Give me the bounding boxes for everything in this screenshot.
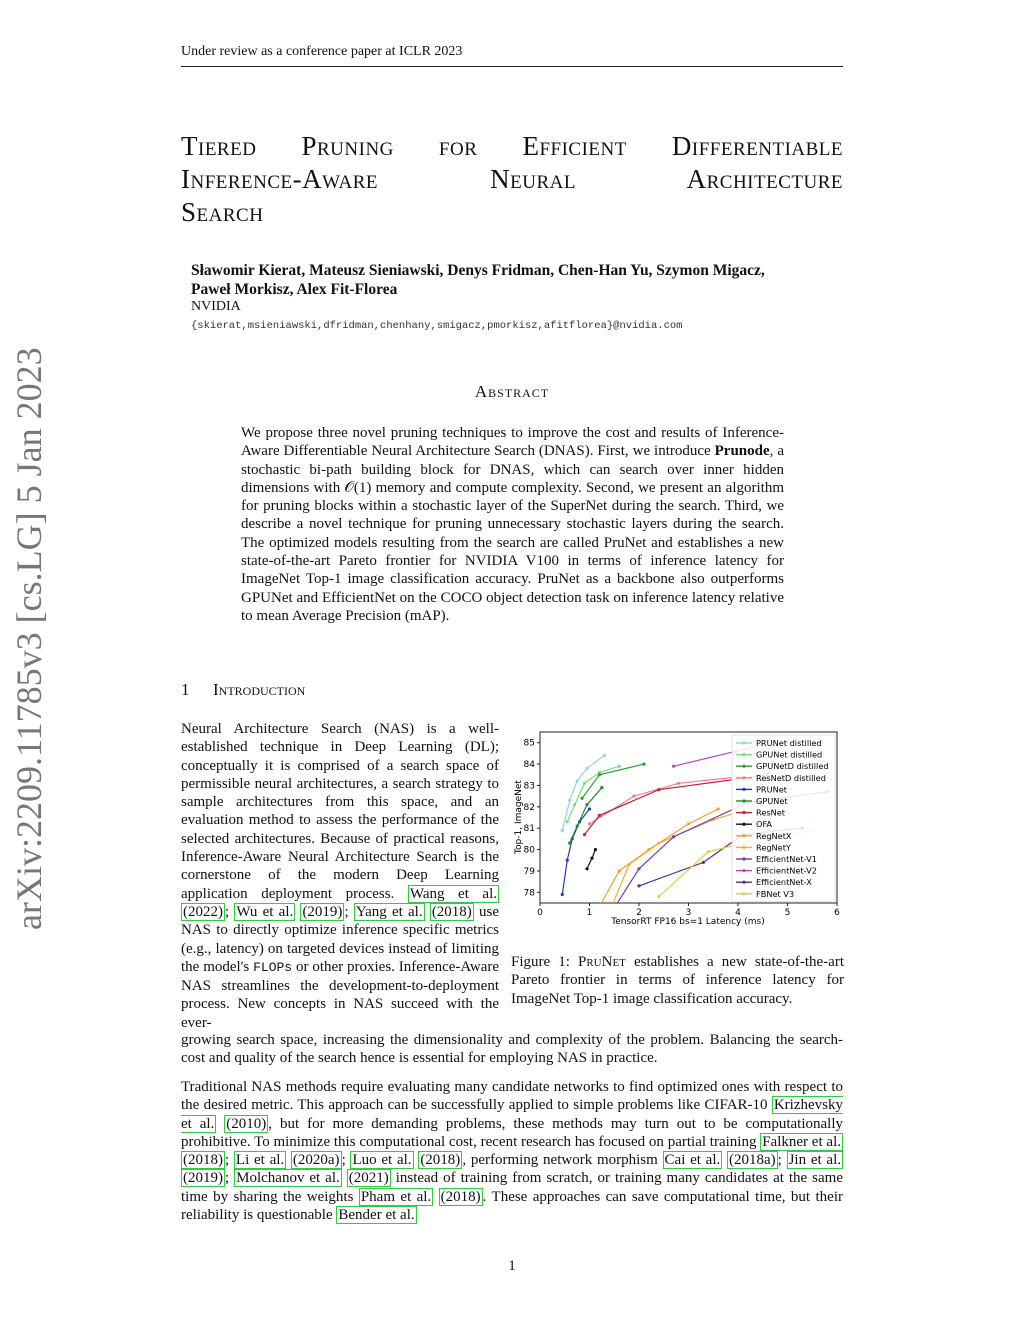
- y-axis-label: Top-1, ImageNet: [514, 780, 524, 854]
- legend-label: ResNet: [756, 807, 785, 818]
- legend-label: GPUNet distilled: [756, 749, 823, 760]
- y-tick-label: 80: [523, 845, 535, 856]
- intro-paragraph-continued: growing search space, increasing the dimensionality and complexity of the problem. Balancing the search-cost and quality of the search hence is essential for employing NAS in practice.: [181, 1032, 843, 1067]
- legend-marker: [742, 753, 745, 756]
- legend-label: RegNetX: [756, 830, 792, 841]
- citation-link[interactable]: (2018): [420, 1152, 461, 1169]
- citation-link[interactable]: Pham et al.: [360, 1188, 432, 1205]
- data-point-gpunet: [568, 842, 571, 845]
- citation-link[interactable]: Falkner et al.: [762, 1133, 841, 1150]
- citation-link[interactable]: Wang et al.: [409, 885, 498, 902]
- abstract-body: We propose three novel pruning techniques to improve the cost and results of Inference-Aware Differentiable Neural Architecture Search (DNAS). First, we introduce Prunode, a stochastic bi-path building block for DNAS, which can search over inner hidden dimensions with 𝒪(1) memory and compute complexity. Second, we present an algorithm for pruning blocks within a stochastic layer of the SuperNet during the search. Third, we describe a novel technique for pruning unnecessary stochastic layers during the search. The optimized models resulting from the search are called PruNet and establishes a new state-of-the-art Pareto frontier for NVIDIA V100 in terms of inference latency for ImageNet Top-1 image classification accuracy. PruNet as a backbone also outperforms GPUNet and EfficientNet on the COCO object detection task on inference latency relative to mean Average Precision (mAP).: [241, 425, 784, 624]
- data-point-efficientnet-v1: [672, 835, 675, 838]
- arxiv-stamp: arXiv:2209.11785v3 [cs.LG] 5 Jan 2023: [9, 347, 49, 930]
- data-point-efficientnet-x: [637, 884, 640, 887]
- data-point-gpunet-distilled: [566, 820, 569, 823]
- y-tick-label: 84: [523, 760, 535, 771]
- legend-marker: [742, 788, 745, 791]
- figure-caption: Figure 1: PruNet establishes a new state-of-the-art Pareto frontier in terms of inference latency for ImageNet Top-1 image classification accuracy.: [511, 954, 844, 1007]
- legend-marker: [742, 881, 745, 884]
- legend-marker: [742, 811, 745, 814]
- legend-label: EfficientNet-X: [756, 877, 812, 888]
- author-list: [191, 261, 851, 299]
- title-line-1: Tiered Pruning for Efficient Differentiable: [181, 131, 843, 161]
- x-tick-label: 0: [537, 908, 543, 918]
- y-tick-label: 79: [523, 866, 535, 877]
- data-point-ofa: [590, 857, 593, 860]
- data-point-gpunetd-distilled: [580, 797, 583, 800]
- data-point-gpunet: [585, 803, 588, 806]
- citation-link[interactable]: Cai et al.: [664, 1152, 721, 1169]
- author-emails: {skierat,msieniawski,dfridman,chenhany,smigacz,pmorkisz,afitflorea}@nvidia.com: [191, 320, 683, 332]
- legend-label: OFA: [756, 819, 773, 830]
- legend-label: ResNetD distilled: [756, 772, 826, 783]
- data-point-prunet-distilled: [603, 754, 606, 757]
- y-tick-label: 82: [523, 802, 535, 813]
- legend-marker: [742, 857, 745, 860]
- citation-link[interactable]: (2020a): [292, 1152, 340, 1169]
- citation-link[interactable]: (2018): [440, 1188, 481, 1205]
- title-line-3: Search: [181, 197, 264, 227]
- legend-label: FBNet V3: [756, 888, 795, 899]
- legend-marker: [742, 869, 745, 872]
- data-point-fbnet-v3: [657, 895, 660, 898]
- data-point-regnetx: [618, 869, 621, 872]
- x-tick-label: 1: [586, 908, 593, 918]
- running-header: Under review as a conference paper at ICLR 2023: [181, 44, 843, 67]
- data-point-gpunetd-distilled: [598, 773, 601, 776]
- data-point-gpunet-distilled: [583, 782, 586, 785]
- data-point-gpunet: [600, 786, 603, 789]
- x-tick-label: 3: [685, 908, 692, 918]
- prunode-term: Prunode: [714, 443, 770, 460]
- data-point-ofa: [594, 848, 597, 851]
- page-number: 1: [508, 1258, 516, 1274]
- citation-link[interactable]: (2018): [431, 903, 472, 920]
- citation-link[interactable]: (2019): [183, 1170, 223, 1187]
- data-point-gpunet-distilled: [573, 803, 576, 806]
- x-tick-label: 2: [636, 908, 642, 918]
- citation-link[interactable]: Wu et al.: [236, 903, 294, 920]
- legend-marker: [742, 765, 745, 768]
- prunet-name: PruNet: [578, 954, 626, 970]
- data-point-resnet: [598, 814, 601, 817]
- x-tick-label: 4: [735, 908, 741, 918]
- legend-label: GPUNetD distilled: [756, 761, 829, 772]
- data-point-regnetx: [588, 923, 591, 926]
- section-heading: [181, 680, 305, 700]
- citation-link[interactable]: Luo et al.: [352, 1152, 412, 1169]
- data-point-regnetx: [687, 822, 690, 825]
- abstract-heading: Abstract: [474, 382, 550, 401]
- y-tick-label: 83: [523, 781, 535, 792]
- legend-label: PRUNet: [756, 784, 787, 795]
- data-point-gpunet-distilled: [618, 765, 621, 768]
- legend-marker: [742, 834, 745, 837]
- data-point-regnety: [657, 842, 660, 845]
- data-point-prunet: [561, 893, 564, 896]
- citation-link[interactable]: (2022): [183, 903, 223, 920]
- citation-link[interactable]: Molchanov et al.: [236, 1170, 340, 1187]
- data-point-resnet: [583, 833, 586, 836]
- citation-link[interactable]: Bender et al.: [338, 1207, 415, 1224]
- legend-label: RegNetY: [756, 842, 791, 853]
- author-line-1: Sławomir Kierat, Mateusz Sieniawski, Denys Fridman, Chen-Han Yu, Szymon Migacz,: [191, 262, 765, 279]
- legend-label: PRUNet distilled: [756, 738, 822, 748]
- x-axis-label: TensorRT FP16 bs=1 Latency (ms): [611, 917, 765, 927]
- data-point-efficientnet-x: [702, 861, 705, 864]
- data-point-fbnet-v3: [707, 850, 710, 853]
- data-point-resnet: [657, 788, 660, 791]
- citation-link[interactable]: Jin et al.: [788, 1152, 841, 1169]
- affiliation: NVIDIA: [191, 299, 241, 314]
- citation-link[interactable]: (2018a): [729, 1152, 776, 1169]
- data-point-regnety: [628, 863, 631, 866]
- y-tick-label: 78: [523, 888, 535, 899]
- data-point-prunet: [566, 859, 569, 862]
- legend-label: EfficientNet-V2: [756, 865, 817, 876]
- paragraph-2: Traditional NAS methods require evaluating many candidate networks to find optimized ones with respect to the desired metric. This approach can be successfully applied to simple problems like CIFAR-10 Krizhevsky et al. (2010) , but for more demanding problems, these methods may turn out to be computationally prohibitive. To minimize this computational cost, recent research has focused on partial training Falkner et al. (2018) ; Li et al. (2020a) ; Luo et al. (2018) , performing network morphism Cai et al. (2018a) ; Jin et al. (2019) ; Molchanov et al. (2021) instead of training from scratch, or training many candidates at the same time by sharing the weights Pham et al. (2018) . These approaches can save computational time, but their reliability is questionable Bender et al.: [181, 1079, 844, 1224]
- data-point-efficientnet-v2: [672, 765, 675, 768]
- citation-link[interactable]: Yang et al.: [355, 903, 423, 920]
- author-line-2: Paweł Morkisz, Alex Fit-Florea: [191, 281, 398, 298]
- x-tick-label: 6: [834, 908, 840, 918]
- section-title: Introduction: [213, 680, 306, 699]
- citation-link[interactable]: (2021): [348, 1170, 389, 1187]
- citation-link[interactable]: Krizhevsky et al.: [181, 1097, 843, 1132]
- legend-label: GPUNet: [756, 796, 788, 806]
- section-number: 1: [181, 680, 190, 699]
- legend-marker: [742, 823, 745, 826]
- data-point-regnetx: [717, 807, 720, 810]
- intro-paragraph: Neural Architecture Search (NAS) is a well-established technique in Deep Learning (DL); conceptually it is comprised of a search space of permissible neural architectures, a search strategy to sample architectures from this space, and an evaluation method to assess the performance of the selected architectures. Because of practical reasons, Inference-Aware Neural Architecture Search is the cornerstone of the modern Deep Learning application deployment process. Wang et al. (2022) ; Wu et al. (2019) ; Yang et al. (2018) use NAS to directly optimize inference specific metrics (e.g., latency) on targeted devices instead of limiting the model's FLOPs or other proxies. Inference-Aware NAS streamlines the development-to-deployment process. New concepts in NAS succeed with the ever-: [181, 721, 500, 1031]
- data-point-regnety: [603, 923, 606, 926]
- citation-link[interactable]: (2019): [302, 903, 343, 920]
- paper-title: [181, 130, 843, 229]
- data-point-gpunet: [576, 824, 579, 827]
- legend-marker: [742, 776, 745, 779]
- legend-marker: [742, 892, 745, 895]
- data-point-prunet-distilled: [585, 767, 588, 770]
- data-point-prunet: [588, 807, 591, 810]
- data-point-resnetd-distilled: [677, 782, 680, 785]
- legend-marker: [742, 799, 745, 802]
- citation-link[interactable]: Li et al.: [235, 1152, 285, 1169]
- figure-1-chart: [508, 724, 848, 934]
- x-tick-label: 5: [784, 908, 791, 918]
- citation-link[interactable]: (2010): [226, 1115, 267, 1132]
- citation-link[interactable]: (2018): [183, 1152, 223, 1169]
- data-point-gpunetd-distilled: [642, 762, 645, 765]
- legend-label: EfficientNet-V1: [756, 854, 817, 864]
- y-tick-label: 81: [523, 824, 535, 835]
- legend-marker: [742, 846, 745, 849]
- data-point-ofa: [585, 867, 588, 870]
- flops-term: FLOPs: [253, 959, 293, 975]
- data-point-prunet-distilled: [561, 829, 564, 832]
- data-point-resnetd-distilled: [632, 795, 635, 798]
- data-point-prunet-distilled: [576, 780, 579, 783]
- data-point-efficientnet-v1: [637, 867, 640, 870]
- y-tick-label: 85: [523, 738, 535, 749]
- legend-marker: [742, 741, 745, 744]
- title-line-2: Inference-Aware Neural Architecture: [181, 164, 843, 194]
- data-point-resnetd-distilled: [588, 822, 591, 825]
- data-point-prunet-distilled: [568, 799, 571, 802]
